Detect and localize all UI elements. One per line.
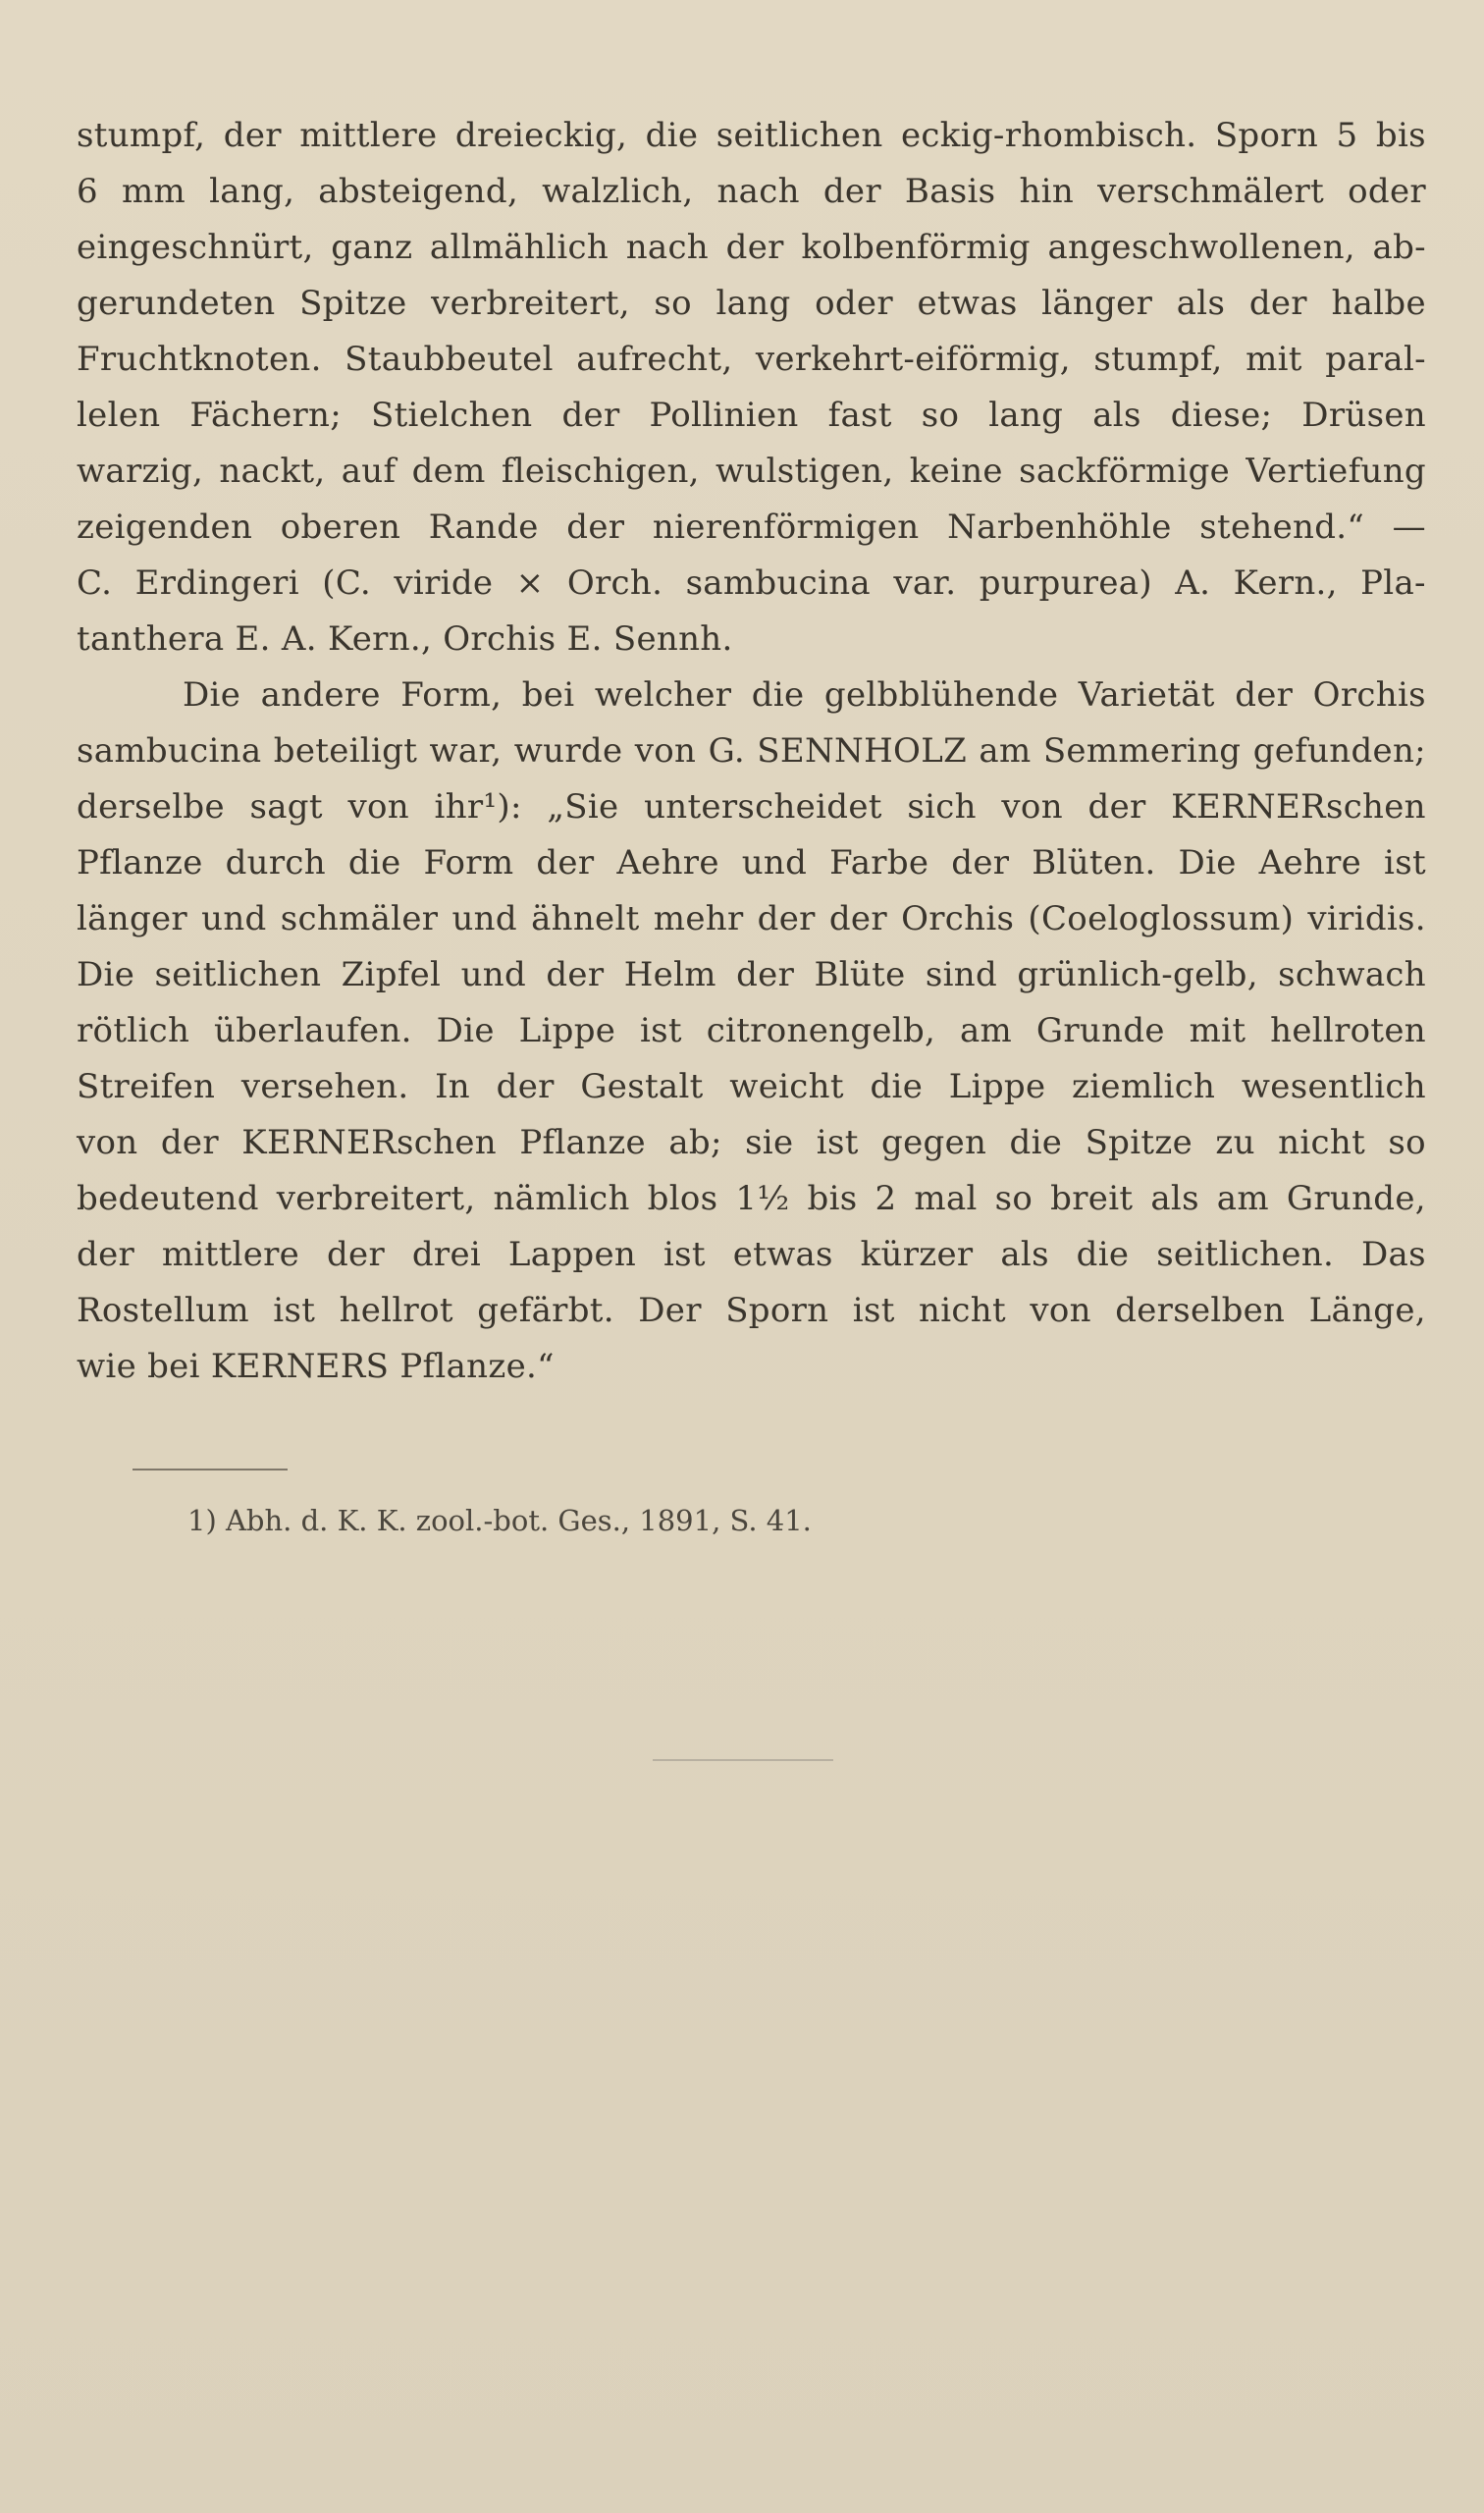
text-word: hin (1019, 172, 1075, 211)
text-word: ist (273, 1291, 316, 1330)
text-word: von (634, 731, 697, 771)
text-word: als (1150, 1179, 1199, 1218)
text-word: beteiligt (273, 731, 418, 771)
text-word: war, (429, 731, 503, 771)
text-word: zu (1215, 1123, 1255, 1162)
text-word: der (536, 843, 595, 882)
text-word: als (1092, 396, 1141, 435)
text-word: var. (893, 563, 957, 603)
text-word: KERNERschen (241, 1123, 497, 1162)
text-word: Das (1360, 1235, 1426, 1274)
text-word: derselben (1115, 1291, 1286, 1330)
text-word: der (1248, 284, 1307, 323)
text-word: Semmering (1042, 731, 1242, 771)
text-word: Orchis (1312, 675, 1426, 715)
text-word: ist (816, 1123, 859, 1162)
text-word: wurde (513, 731, 623, 771)
text-word: ist (662, 1235, 706, 1274)
text-line-20 (77, 1179, 1426, 1235)
text-word: durch (225, 843, 326, 882)
text-word: A. (1175, 563, 1211, 603)
text-word: der (160, 1123, 219, 1162)
text-word: blos (647, 1179, 718, 1218)
text-word: × (515, 563, 545, 603)
text-word: Staubbeutel (344, 340, 554, 379)
text-word: der (757, 899, 816, 938)
text-word: ziemlich (1072, 1067, 1216, 1106)
text-word: Helm (623, 955, 716, 994)
text-word: lang (716, 284, 791, 323)
text-word: so (994, 1179, 1034, 1218)
text-word: Varietät (1078, 675, 1215, 715)
text-word: viride (394, 563, 494, 603)
text-word: als (1000, 1235, 1049, 1274)
text-word: eingeschnürt, (77, 228, 314, 267)
text-word: und (201, 899, 267, 938)
text-word: diese; (1170, 396, 1273, 435)
text-word: dreieckig, (454, 116, 628, 155)
text-word: breit (1050, 1179, 1134, 1218)
text-word: Orch. (566, 563, 663, 603)
text-word: drei (411, 1235, 482, 1274)
text-word: die (347, 843, 401, 882)
text-word: der (828, 899, 887, 938)
text-word: G. (708, 731, 745, 771)
main-text (77, 116, 1426, 1403)
text-line-10: tanthera E. A. Kern., Orchis E. Sennh. (77, 619, 733, 659)
bottom-divider (653, 1759, 833, 1761)
text-word: Basis (904, 172, 996, 211)
text-word: schwach (1278, 955, 1426, 994)
text-word: seitlichen (716, 116, 883, 155)
footnote: 1) Abh. d. K. K. zool.-bot. Ges., 1891, S. 41. (187, 1504, 812, 1537)
text-word: Spitze (1085, 1123, 1193, 1162)
text-word: Lappen (507, 1235, 637, 1274)
text-word: der (1235, 675, 1294, 715)
text-word: nämlich (493, 1179, 630, 1218)
text-word: der (561, 396, 620, 435)
text-word: etwas (732, 1235, 833, 1274)
text-line-17 (77, 1011, 1426, 1067)
text-word: länger (77, 899, 187, 938)
text-word: Narbenhöhle (947, 508, 1172, 547)
text-word: der (725, 228, 784, 267)
text-word: der (736, 955, 795, 994)
text-word: derselbe (77, 787, 225, 827)
text-line-22 (77, 1291, 1426, 1347)
text-word: und (741, 843, 808, 882)
text-word: mehr (653, 899, 744, 938)
text-word: Die (183, 675, 241, 715)
text-word: (C. (322, 563, 372, 603)
text-word: seitlichen (154, 955, 322, 994)
text-word: absteigend, (318, 172, 519, 211)
text-line-18 (77, 1067, 1426, 1123)
text-word: Aehre (616, 843, 719, 882)
text-word: und (451, 899, 517, 938)
text-word: gefunden; (1252, 731, 1426, 771)
text-line-1 (77, 116, 1426, 172)
text-word: am (979, 731, 1032, 771)
text-word: 5 (1336, 116, 1358, 155)
text-word: ab- (1372, 228, 1426, 267)
text-word: bis (807, 1179, 858, 1218)
text-word: nicht (1278, 1123, 1366, 1162)
text-word: fast (827, 396, 892, 435)
text-word: der (1087, 787, 1146, 827)
text-word: Lippe (518, 1011, 616, 1050)
text-line-13 (77, 787, 1426, 843)
text-line-23: wie bei KERNERS Pflanze.“ (77, 1347, 555, 1386)
text-word: Erdingeri (134, 563, 299, 603)
text-word: mit (1246, 340, 1302, 379)
text-word: rötlich (77, 1011, 190, 1050)
text-line-14 (77, 843, 1426, 899)
text-word: weicht (729, 1067, 844, 1106)
text-word: welcher (594, 675, 732, 715)
text-word: purpurea) (979, 563, 1152, 603)
text-line-3 (77, 228, 1426, 284)
text-word: nierenförmigen (652, 508, 920, 547)
text-word: lang (988, 396, 1064, 435)
text-word: Blüten. (1032, 843, 1156, 882)
text-word: Zipfel (341, 955, 442, 994)
text-word: gefärbt. (477, 1291, 614, 1330)
text-word: andere (260, 675, 381, 715)
text-word: Aehre (1258, 843, 1362, 882)
text-word: aufrecht, (576, 340, 733, 379)
text-word: ist (640, 1011, 682, 1050)
text-word: oberen (280, 508, 401, 547)
text-word: nackt, (219, 452, 326, 491)
text-word: Pflanze (77, 843, 203, 882)
text-word: Pollinien (649, 396, 799, 435)
text-word: Grunde (1035, 1011, 1165, 1050)
text-word: sind (925, 955, 998, 994)
text-word: lang, (209, 172, 295, 211)
text-line-6 (77, 396, 1426, 452)
text-line-12 (77, 731, 1426, 787)
text-word: citronengelb, (706, 1011, 936, 1050)
text-word: allmählich (429, 228, 610, 267)
text-word: fleischigen, (501, 452, 700, 491)
text-word: nach (716, 172, 800, 211)
text-word: hellroten (1270, 1011, 1426, 1050)
text-word: die (645, 116, 699, 155)
text-word: Fächern; (189, 396, 342, 435)
text-word: KERNERschen (1171, 787, 1426, 827)
text-word: mit (1189, 1011, 1246, 1050)
text-word: so (1388, 1123, 1426, 1162)
text-word: unterscheidet (644, 787, 882, 827)
text-line-5 (77, 340, 1426, 396)
text-word: sie (745, 1123, 794, 1162)
text-word: hellrot (339, 1291, 453, 1330)
text-word: Streifen (77, 1067, 216, 1106)
text-word: verbreitert, (276, 1179, 476, 1218)
text-word: kürzer (860, 1235, 974, 1274)
text-word: die (870, 1067, 924, 1106)
text-word: „Sie (547, 787, 619, 827)
text-word: eckig-rhombisch. (901, 116, 1197, 155)
text-word: der (223, 116, 282, 155)
text-word: stehend.“ (1199, 508, 1365, 547)
text-word: (Coeloglossum) (1028, 899, 1295, 938)
text-word: auf (341, 452, 397, 491)
text-word: ist (852, 1291, 895, 1330)
text-word: der (951, 843, 1010, 882)
text-word: von (1001, 787, 1063, 827)
text-word: Farbe (829, 843, 929, 882)
text-word: grünlich-gelb, (1017, 955, 1258, 994)
text-word: so (921, 396, 960, 435)
text-word: als (1176, 284, 1226, 323)
text-line-16 (77, 955, 1426, 1011)
text-word: versehen. (240, 1067, 409, 1106)
text-word: walzlich, (542, 172, 694, 211)
text-word: der (496, 1067, 555, 1106)
text-word: C. (77, 563, 113, 603)
text-word: Die (77, 955, 135, 994)
text-word: lelen (77, 396, 161, 435)
text-word: überlaufen. (214, 1011, 412, 1050)
text-word: und (460, 955, 527, 994)
text-word: von (77, 1123, 138, 1162)
text-word: Pla- (1360, 563, 1426, 603)
text-word: nach (625, 228, 709, 267)
text-line-15 (77, 899, 1426, 955)
text-word: Grunde, (1286, 1179, 1426, 1218)
text-word: 1½ (735, 1179, 790, 1218)
text-word: bis (1375, 116, 1426, 155)
text-word: gegen (881, 1123, 987, 1162)
text-word: Orchis (901, 899, 1015, 938)
text-word: kolbenförmig (801, 228, 1031, 267)
text-line-19 (77, 1123, 1426, 1179)
text-word: verkehrt-eiförmig, (755, 340, 1071, 379)
text-word: SENNHOLZ (757, 731, 968, 771)
text-word: der (326, 1235, 385, 1274)
text-word: ihr¹): (434, 787, 522, 827)
text-word: angeschwollenen, (1047, 228, 1355, 267)
text-word: In (435, 1067, 471, 1106)
text-word: ähnelt (531, 899, 640, 938)
text-word: Sporn (1214, 116, 1319, 155)
text-word: mal (914, 1179, 978, 1218)
text-word: Die (436, 1011, 495, 1050)
text-word: der (822, 172, 881, 211)
text-word: mittlere (161, 1235, 300, 1274)
text-word: mm (121, 172, 186, 211)
text-word: keine (909, 452, 1003, 491)
text-word: 6 (77, 172, 98, 211)
text-word: stumpf, (77, 116, 206, 155)
text-word: Länge, (1308, 1291, 1426, 1330)
text-word: sambucina (685, 563, 871, 603)
text-word: verbreitert, (431, 284, 630, 323)
text-line-21 (77, 1235, 1426, 1291)
text-word: sambucina (77, 731, 262, 771)
text-word: die (1009, 1123, 1063, 1162)
text-word: sagt (249, 787, 323, 827)
text-line-8 (77, 508, 1426, 563)
text-word: Gestalt (580, 1067, 704, 1106)
text-word: am (1216, 1179, 1269, 1218)
text-word: viridis. (1307, 899, 1426, 938)
text-word: seitlichen. (1156, 1235, 1335, 1274)
text-line-9 (77, 563, 1426, 619)
text-word: Lippe (948, 1067, 1046, 1106)
text-word: die (1076, 1235, 1130, 1274)
text-word: gerundeten (77, 284, 276, 323)
text-word: Form, (400, 675, 503, 715)
text-line-11 (77, 675, 1426, 731)
text-word: Die (1178, 843, 1237, 882)
text-word: ab; (668, 1123, 722, 1162)
text-word: sich (907, 787, 977, 827)
text-word: Rostellum (77, 1291, 249, 1330)
text-word: Form (423, 843, 514, 882)
text-word: Der (638, 1291, 702, 1330)
text-word: Rande (428, 508, 539, 547)
text-word: mittlere (299, 116, 438, 155)
text-word: nicht (919, 1291, 1006, 1330)
text-word: schmäler (280, 899, 439, 938)
footnote-divider (132, 1469, 288, 1470)
text-word: Drüsen (1301, 396, 1426, 435)
text-word: warzig, (77, 452, 204, 491)
text-word: verschmälert (1097, 172, 1325, 211)
text-word: Kern., (1233, 563, 1338, 603)
text-word: sackförmige (1019, 452, 1231, 491)
text-line-4 (77, 284, 1426, 340)
text-word: der (546, 955, 605, 994)
text-word: länger (1041, 284, 1153, 323)
text-word: die (751, 675, 805, 715)
text-word: halbe (1331, 284, 1426, 323)
text-word: gelbblühende (823, 675, 1059, 715)
text-word: Vertiefung (1246, 452, 1426, 491)
text-line-2 (77, 172, 1426, 228)
text-word: bedeutend (77, 1179, 259, 1218)
text-word: 2 (874, 1179, 897, 1218)
text-word: oder (1348, 172, 1426, 211)
text-word: stumpf, (1093, 340, 1223, 379)
text-word: ganz (331, 228, 413, 267)
text-word: Fruchtknoten. (77, 340, 322, 379)
text-word: am (959, 1011, 1013, 1050)
text-word: oder (815, 284, 893, 323)
text-word: Pflanze (519, 1123, 646, 1162)
text-word: Blüte (814, 955, 906, 994)
text-word: von (1030, 1291, 1091, 1330)
text-word: wulstigen, (716, 452, 894, 491)
text-word: Stielchen (370, 396, 533, 435)
text-word: paral- (1325, 340, 1426, 379)
text-word: der (566, 508, 625, 547)
text-word: bei (521, 675, 575, 715)
text-word: Spitze (299, 284, 407, 323)
text-word: zeigenden (77, 508, 253, 547)
text-word: etwas (917, 284, 1018, 323)
text-word: — (1392, 508, 1426, 547)
text-word: dem (411, 452, 486, 491)
text-word: Sporn (725, 1291, 829, 1330)
text-line-7 (77, 452, 1426, 508)
text-word: von (347, 787, 409, 827)
text-word: so (654, 284, 692, 323)
text-word: ist (1384, 843, 1426, 882)
text-word: der (77, 1235, 135, 1274)
text-word: wesentlich (1241, 1067, 1426, 1106)
